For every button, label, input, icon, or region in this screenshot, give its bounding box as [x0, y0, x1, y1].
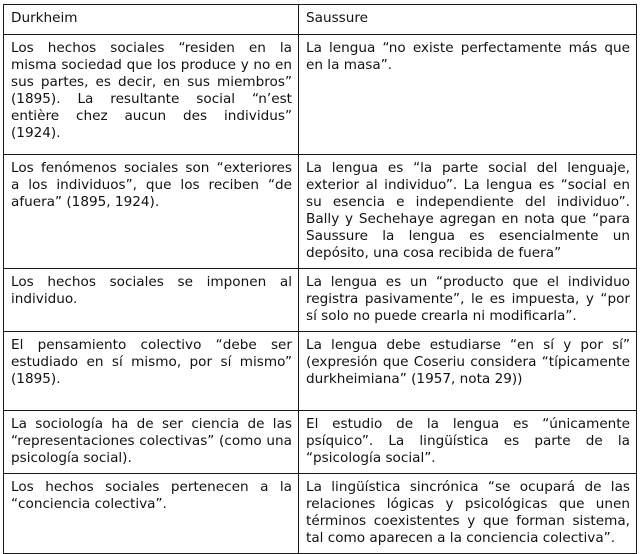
table-row	[4, 269, 637, 332]
durkheim-cell: La sociología ha de ser ciencia de las “representaciones colectivas” (como una psicología social).	[4, 411, 299, 474]
comparison-table	[3, 4, 637, 554]
header-row	[4, 5, 637, 35]
table-row	[4, 35, 637, 155]
saussure-cell: La lengua “no existe perfectamente más que en la masa”.	[299, 35, 637, 155]
header-durkheim: Durkheim	[4, 5, 299, 35]
table-row	[4, 411, 637, 474]
table-row	[4, 474, 637, 554]
saussure-cell: El estudio de la lengua es “únicamente psíquico”. La lingüística es parte de la “psicología social”.	[299, 411, 637, 474]
saussure-cell: La lingüística sincrónica “se ocupará de las relaciones lógicas y psicológicas que unen términos coexistentes y que forman sistema, tal como aparecen a la conciencia colectiva”.	[299, 474, 637, 554]
durkheim-cell: Los hechos sociales se imponen al individuo.	[4, 269, 299, 332]
table-row	[4, 332, 637, 411]
saussure-cell: La lengua debe estudiarse “en sí y por sí” (expresión que Coseriu considera “típicamente durkheimiana” (1957, nota 29))	[299, 332, 637, 411]
saussure-cell: La lengua es “la parte social del lenguaje, exterior al individuo”. La lengua es “social en su esencia e independiente del individuo”. Bally y Sechehaye agregan en nota que “para Saussure la lengua es esencialmente un depósito, una cosa recibida de fuera”	[299, 155, 637, 269]
durkheim-cell: Los hechos sociales “residen en la misma sociedad que los produce y no en sus partes, es decir, en sus miembros” (1895). La resultante social “n’est entière chez aucun des individus” (1924).	[4, 35, 299, 155]
table-row	[4, 155, 637, 269]
durkheim-cell: Los hechos sociales pertenecen a la “conciencia colectiva”.	[4, 474, 299, 554]
saussure-cell: La lengua es un “producto que el individuo registra pasivamente”, le es impuesta, y “por sí solo no puede crearla ni modificarla”.	[299, 269, 637, 332]
durkheim-cell: El pensamiento colectivo “debe ser estudiado en sí mismo, por sí mismo” (1895).	[4, 332, 299, 411]
durkheim-cell: Los fenómenos sociales son “exteriores a los individuos”, que los reciben “de afuera” (1895, 1924).	[4, 155, 299, 269]
header-saussure: Saussure	[299, 5, 637, 35]
